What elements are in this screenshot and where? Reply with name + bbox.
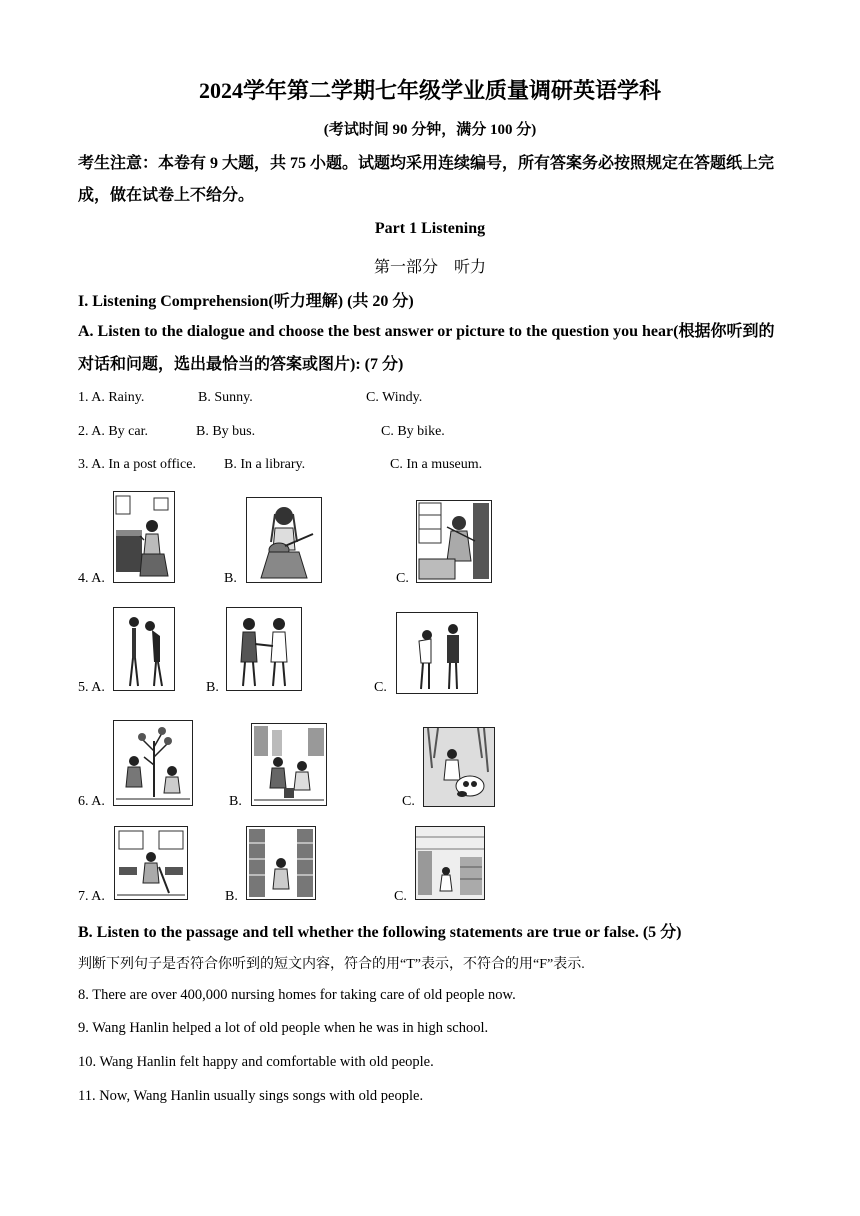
people-bowing-formally-picture xyxy=(396,612,478,694)
section-b-heading: B. Listen to the passage and tell whether the following statements are true or false. (5 分) xyxy=(78,924,682,941)
question-1-option-c: C. Windy. xyxy=(366,390,423,405)
question-3-option-b: B. In a library. xyxy=(224,457,306,472)
question-4-label-b: B. xyxy=(224,571,237,586)
sweeping-classroom-picture xyxy=(114,826,188,900)
feeding-panda-picture xyxy=(423,727,495,807)
section-1-heading: I. Listening Comprehension(听力理解) (共 20 分) xyxy=(78,293,414,310)
question-2-option-c: C. By bike. xyxy=(381,424,445,439)
question-7-label-a: 7. A. xyxy=(78,889,105,904)
question-2-option-a: 2. A. By car. xyxy=(78,424,148,439)
cleaning-park-picture xyxy=(251,723,327,806)
question-6-label-b: B. xyxy=(229,794,242,809)
planting-tree-picture xyxy=(113,720,193,806)
section-b-instruction: 判断下列句子是否符合你听到的短文内容，符合的用“T”表示，不符合的用“F”表示. xyxy=(78,957,585,972)
statement-11: 11. Now, Wang Hanlin usually sings songs with old people. xyxy=(78,1088,424,1104)
question-4-label-c: C. xyxy=(396,571,409,586)
question-7-label-b: B. xyxy=(225,889,238,904)
girl-playing-guitar-picture xyxy=(246,497,322,583)
people-shaking-hands-picture xyxy=(226,607,302,691)
question-5-label-b: B. xyxy=(206,680,219,695)
people-bowing-picture xyxy=(113,607,175,691)
question-1-option-b: B. Sunny. xyxy=(198,390,253,405)
part-title-cn: 第一部分 听力 xyxy=(373,259,486,276)
exam-subtitle: (考试时间 90 分钟，满分 100 分) xyxy=(323,122,537,138)
question-3-option-a: 3. A. In a post office. xyxy=(78,457,196,472)
section-a-heading: A. Listen to the dialogue and choose the best answer or picture to the question you hear(根据你听到的对话和问题，选出最恰当的答案或图片): (7 分) xyxy=(78,323,775,373)
statement-9: 9. Wang Hanlin helped a lot of old people when he was in high school. xyxy=(78,1020,489,1036)
question-7-label-c: C. xyxy=(394,889,407,904)
shop-interior-picture xyxy=(415,826,485,900)
girl-playing-piano-picture xyxy=(113,491,175,583)
question-6-label-c: C. xyxy=(402,794,415,809)
question-5-label-a: 5. A. xyxy=(78,680,105,695)
girl-playing-violin-picture xyxy=(416,500,492,583)
statement-10: 10. Wang Hanlin felt happy and comfortable with old people. xyxy=(78,1054,434,1070)
statement-8: 8. There are over 400,000 nursing homes for taking care of old people now. xyxy=(78,987,516,1003)
question-6-label-a: 6. A. xyxy=(78,794,105,809)
library-shelves-picture xyxy=(246,826,316,900)
question-5-label-c: C. xyxy=(374,680,387,695)
exam-notice: 考生注意：本卷有 9 大题，共 75 小题。试题均采用连续编号，所有答案务必按照规定在答题纸上完成，做在试卷上不给分。 xyxy=(78,155,775,204)
question-1-option-a: 1. A. Rainy. xyxy=(78,390,145,405)
question-2-option-b: B. By bus. xyxy=(196,424,256,439)
question-3-option-c: C. In a museum. xyxy=(390,457,483,472)
question-4-label-a: 4. A. xyxy=(78,571,105,586)
exam-title: 2024学年第二学期七年级学业质量调研英语学科 xyxy=(198,78,661,103)
part-title-en: Part 1 Listening xyxy=(374,220,486,237)
